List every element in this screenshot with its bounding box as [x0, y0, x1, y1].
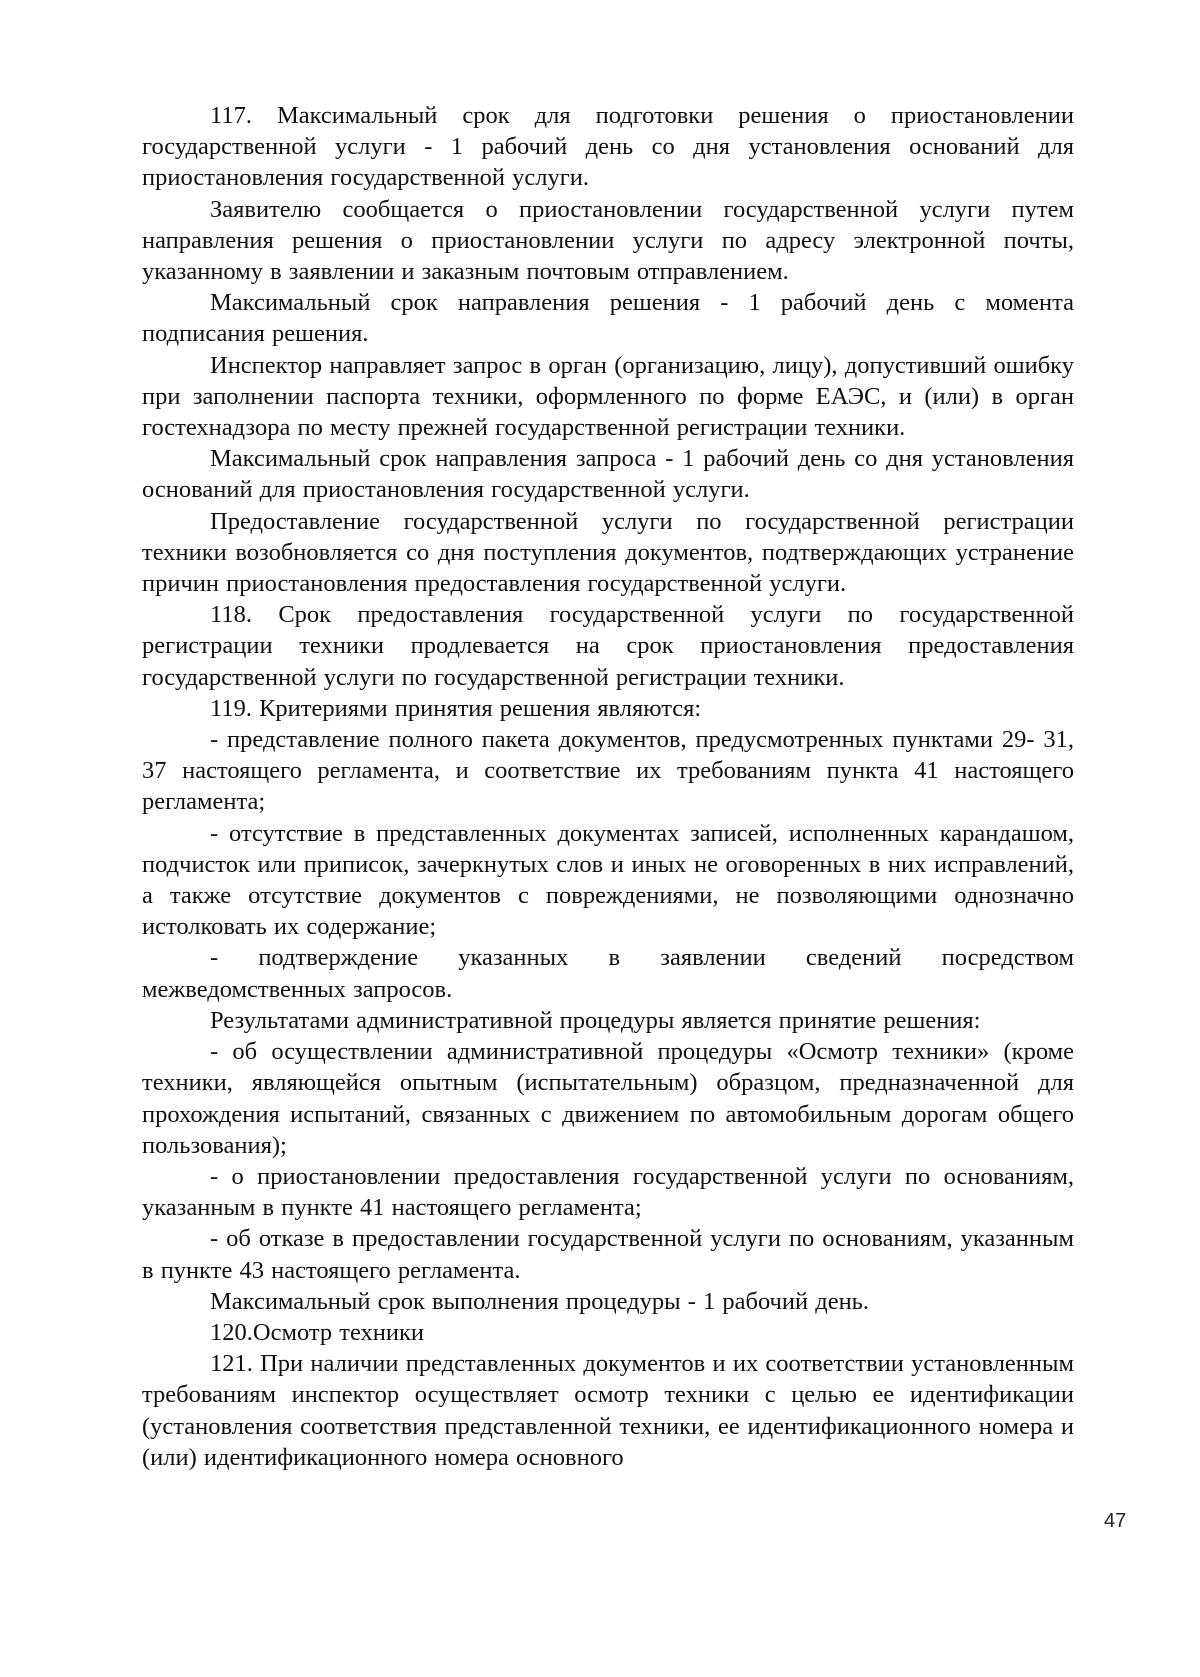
paragraph-decision-deadline: Максимальный срок направления решения - 1 рабочий день с момента подписания решения.	[142, 289, 1074, 348]
paragraph-121: 121. При наличии представленных документов и их соответствии установленным требованиям инспектор осуществляет осмотр техники с целью ее идентификации (установления соответствия представленной техники, ее идентификационного номера и (или) идентификационного номера основного	[142, 1350, 1074, 1471]
page-number: 47	[1104, 1510, 1127, 1532]
paragraph-inspector-request: Инспектор направляет запрос в орган (организацию, лицу), допустивший ошибку при заполнении паспорта техники, оформленного по форме ЕАЭС, и (или) в орган гостехнадзора по месту прежней государственной регистрации техники.	[142, 351, 1074, 442]
paragraph-118: 118. Срок предоставления государственной услуги по государственной регистрации техники продлевается на срок приостановления предоставления государственной услуги по государственной регистрации техники.	[142, 601, 1074, 691]
paragraph-119: 119. Критериями принятия решения являются:	[210, 694, 702, 722]
paragraph-notification: Заявителю сообщается о приостановлении государственной услуги путем направления решения о приостановлении услуги по адресу электронной почты, указанному в заявлении и заказным почтовым отправлением.	[142, 195, 1074, 286]
criteria-item-3: - подтверждение указанных в заявлении сведений посредством межведомственных запросов.	[142, 944, 1074, 1003]
paragraph-resumption: Предоставление государственной услуги по государственной регистрации техники возобновляется со дня поступления документов, подтверждающих устранение причин приостановления предоставления государственной услуги.	[142, 507, 1074, 598]
result-item-2: - о приостановлении предоставления государственной услуги по основаниям, указанным в пункте 41 настоящего регламента;	[142, 1162, 1074, 1222]
result-item-3: - об отказе в предоставлении государственной услуги по основаниям, указанным в пункте 43 настоящего регламента.	[142, 1225, 1074, 1284]
paragraph-120: 120.Осмотр техники	[210, 1318, 424, 1346]
result-item-1: - об осуществлении административной процедуры «Осмотр техники» (кроме техники, являющейся опытным (испытательным) образцом, предназначенной для прохождения испытаний, связанных с движением по автомобильным дорогам общего пользования);	[142, 1038, 1074, 1159]
document-body	[142, 100, 1074, 1473]
paragraph-117: 117. Максимальный срок для подготовки решения о приостановлении государственной услуги - 1 рабочий день со дня установления оснований для приостановления государственной услуги.	[142, 102, 1074, 192]
paragraph-request-deadline: Максимальный срок направления запроса - 1 рабочий день со дня установления оснований для приостановления государственной услуги.	[142, 445, 1074, 504]
paragraph-results: Результатами административной процедуры является принятие решения:	[210, 1006, 981, 1034]
criteria-item-2: - отсутствие в представленных документах записей, исполненных карандашом, подчисток или приписок, зачеркнутых слов и иных не оговоренных в них исправлений, а также отсутствие документов с повреждениями, не позволяющими однозначно истолковать их содержание;	[142, 819, 1074, 941]
criteria-item-1: - представление полного пакета документов, предусмотренных пунктами 29- 31, 37 настоящего регламента, и соответствие их требованиям пункта 41 настоящего регламента;	[142, 726, 1074, 816]
paragraph-procedure-deadline: Максимальный срок выполнения процедуры - 1 рабочий день.	[210, 1287, 869, 1315]
